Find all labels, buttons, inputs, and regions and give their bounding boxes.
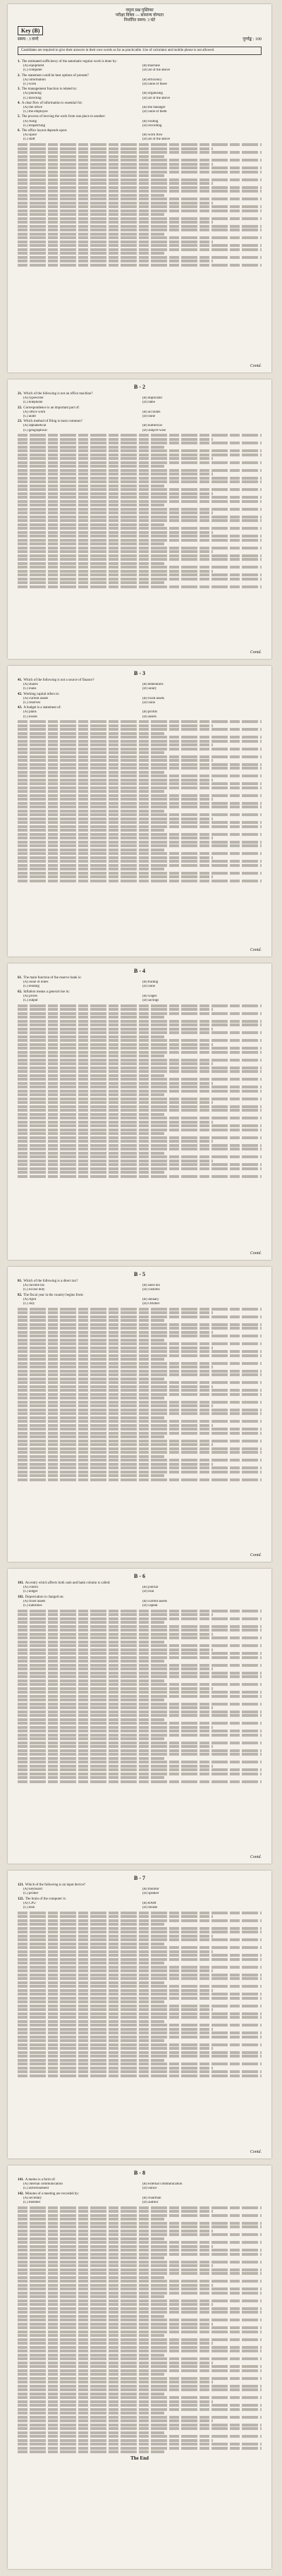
question-item xyxy=(18,1897,262,1911)
question-item xyxy=(18,679,262,692)
question-number: 23. xyxy=(18,420,23,424)
continued-label: Contd. xyxy=(250,650,262,655)
question-number: 101. xyxy=(18,1581,24,1585)
option: (C) geographical xyxy=(23,428,47,432)
question-text: The main function of the reserve bank is: xyxy=(23,976,82,980)
option: (C) loans xyxy=(23,687,37,691)
question-text: The fiscal year in the country begins from: xyxy=(23,1293,84,1297)
page-label: B - 8 xyxy=(134,2170,145,2176)
question-item xyxy=(18,1294,262,1307)
question-item xyxy=(18,693,262,706)
page-label: B - 5 xyxy=(134,1271,145,1277)
exam-header xyxy=(8,4,271,23)
question-item xyxy=(18,1596,262,1609)
question-item xyxy=(18,74,262,87)
option: (C) directing xyxy=(23,96,42,100)
question-number: 6. xyxy=(18,129,20,133)
option: (D) auditor xyxy=(142,2201,159,2205)
question-text: Which of the following is a direct tax? xyxy=(23,1280,78,1283)
option: (B) the manager xyxy=(142,106,166,110)
option: (A) income tax xyxy=(23,1284,45,1288)
question-block xyxy=(8,676,271,885)
option: (C) lending xyxy=(23,985,39,989)
option: (B) current assets xyxy=(142,1599,167,1603)
option: (D) none of them xyxy=(142,110,167,114)
page-label: B - 7 xyxy=(134,1875,145,1881)
question-block xyxy=(8,2176,271,2462)
option: (C) ledger xyxy=(23,1590,38,1594)
exam-page-4 xyxy=(8,964,271,1260)
question-text: The statement could be best options of present? xyxy=(21,73,89,78)
option: (D) savings xyxy=(142,999,159,1003)
question-number: 42. xyxy=(18,692,23,696)
option: (C) computer xyxy=(23,68,42,73)
question-item xyxy=(18,87,262,101)
question-number: 5. xyxy=(18,115,20,119)
option: (C) the employee xyxy=(23,110,48,114)
question-text: Correspondence is an important part of: xyxy=(23,406,80,410)
question-number: 81. xyxy=(18,1280,23,1283)
question-number: 62. xyxy=(18,990,23,994)
exam-page-2 xyxy=(8,379,271,659)
option: (B) journal xyxy=(142,1586,159,1590)
question-item xyxy=(18,976,262,990)
option: (B) numerical xyxy=(142,424,162,428)
question-block xyxy=(8,390,271,591)
question-block xyxy=(8,1881,271,2080)
option: (D) capital xyxy=(142,1604,158,1608)
option: (B) sales tax xyxy=(142,1284,160,1288)
text-lines xyxy=(18,720,262,882)
option: (A) the office xyxy=(23,106,43,110)
continued-label: Contd. xyxy=(250,1553,262,1557)
text-lines xyxy=(18,434,262,588)
option: (D) none xyxy=(142,415,155,419)
option: (A) keyboard xyxy=(23,1888,42,1892)
question-number: 82. xyxy=(18,1293,23,1297)
option: (B) efficiency xyxy=(142,78,162,82)
question-item xyxy=(18,2178,262,2192)
option: (B) routing xyxy=(142,119,159,123)
option: (D) subject-wise xyxy=(142,428,166,432)
exam-page-5 xyxy=(8,1267,271,1562)
option: (A) issue of notes xyxy=(23,980,49,985)
option: (A) space xyxy=(23,133,37,138)
option: (C) telephone xyxy=(23,401,43,405)
option: (D) notice xyxy=(142,2187,157,2191)
question-text: Which of the following is not a source of finance? xyxy=(23,679,94,682)
question-text: Which of the following is an input device? xyxy=(25,1883,86,1887)
option: (C) member xyxy=(23,2201,41,2205)
header-line: निर्धारित समय: 3 घंटे xyxy=(123,18,156,23)
question-number: 21. xyxy=(18,392,23,396)
continued-label: Contd. xyxy=(250,948,262,952)
exam-page-1 xyxy=(8,4,271,372)
option: (B) trading xyxy=(142,980,159,985)
question-item xyxy=(18,129,262,142)
option: (A) current assets xyxy=(23,696,49,700)
option: (A) plans xyxy=(23,710,37,715)
option: (D) salary xyxy=(142,687,157,691)
page-label: B - 3 xyxy=(134,670,145,676)
question-block xyxy=(8,1277,271,1484)
continued-label: Contd. xyxy=(250,2150,262,2154)
question-number: 22. xyxy=(18,406,23,410)
option: (B) profits xyxy=(142,710,157,715)
option: (C) advertisement xyxy=(23,2187,49,2191)
option: (D) none of these xyxy=(142,83,167,87)
question-item xyxy=(18,115,262,128)
header-line: नमूना प्रश्न पुस्तिका xyxy=(125,8,154,13)
option: (A) prices xyxy=(23,994,38,998)
question-number: 142. xyxy=(18,2192,24,2196)
question-item xyxy=(18,420,262,433)
option: (B) external communication xyxy=(142,2182,183,2187)
question-number: 43. xyxy=(18,706,23,710)
question-text: An entry which affects both cash and bank column is called: xyxy=(25,1581,111,1585)
option: (B) work flow xyxy=(142,133,163,138)
question-text: Minutes of a meeting are recorded by: xyxy=(25,2192,80,2196)
question-number: 121. xyxy=(18,1883,24,1887)
question-number: 2. xyxy=(18,73,20,78)
question-item xyxy=(18,1581,262,1595)
text-lines xyxy=(18,1610,262,1783)
option: (C) excise duty xyxy=(23,1288,45,1292)
question-item xyxy=(18,60,262,73)
set-label: Key (B) xyxy=(18,26,43,35)
question-text: The office layout depends upon: xyxy=(21,129,68,133)
question-text: A memo is a form of: xyxy=(25,2178,56,2182)
option: (C) work xyxy=(23,83,37,87)
option: (C) July xyxy=(23,1302,35,1306)
option: (C) liabilities xyxy=(23,1604,42,1608)
option: (A) alphabetical xyxy=(23,424,47,428)
exam-page-7 xyxy=(8,1871,271,2158)
option: (B) duplicator xyxy=(142,396,163,401)
option: (C) reserves xyxy=(23,701,41,705)
option: (C) audit xyxy=(23,415,36,419)
text-lines xyxy=(18,143,262,267)
option: (D) all of the above xyxy=(142,68,171,73)
option: (A) contra xyxy=(23,1586,38,1590)
option: (D) trial xyxy=(142,1590,154,1594)
option: (B) wages xyxy=(142,994,157,998)
option: (B) debentures xyxy=(142,683,164,687)
option: (A) fixed assets xyxy=(23,1599,46,1603)
question-text: A clear flow of information is essential for: xyxy=(21,101,83,105)
page-label: B - 2 xyxy=(134,384,145,390)
option: (B) chairman xyxy=(142,2196,161,2200)
option: (B) January xyxy=(142,1297,159,1301)
question-item xyxy=(18,392,262,406)
option: (D) all of the above xyxy=(142,138,171,142)
time-label: समय : 3 घण्टे xyxy=(18,37,39,42)
question-text: A budget is a statement of: xyxy=(23,706,61,710)
option: (D) all of the above xyxy=(142,96,171,100)
question-item xyxy=(18,102,262,115)
option: (B) organising xyxy=(142,92,163,96)
end-label: The End xyxy=(130,2455,149,2462)
question-number: 102. xyxy=(18,1595,24,1599)
option: (C) staff xyxy=(23,138,35,142)
question-number: 1. xyxy=(18,60,20,63)
header-line: परीक्षा विषय — सामान्य योग्यता xyxy=(115,13,164,18)
exam-meta xyxy=(8,36,271,44)
option: (A) shares xyxy=(23,683,38,687)
option: (D) customs xyxy=(142,1288,160,1292)
option: (A) April xyxy=(23,1297,37,1301)
option: (A) typewriter xyxy=(23,396,44,401)
question-text: The process of moving the work from one place to another: xyxy=(21,115,106,119)
option: (A) CPU xyxy=(23,1901,36,1905)
option: (A) office work xyxy=(23,410,46,414)
option: (B) fixed assets xyxy=(142,696,165,700)
continued-label: Contd. xyxy=(250,1251,262,1256)
question-number: 41. xyxy=(18,679,23,682)
option: (A) planning xyxy=(23,92,42,96)
question-block xyxy=(8,974,271,1181)
text-lines xyxy=(18,2206,262,2454)
question-block xyxy=(8,1579,271,1786)
question-block xyxy=(8,58,271,269)
option: (D) none xyxy=(142,985,155,989)
question-item xyxy=(18,706,262,719)
page-label: B - 6 xyxy=(134,1573,145,1579)
option: (D) none xyxy=(142,701,155,705)
question-number: 61. xyxy=(18,976,23,980)
exam-page-3 xyxy=(8,666,271,956)
option: (D) table xyxy=(142,401,155,405)
option: (A) internal communication xyxy=(23,2182,63,2187)
option: (B) machine xyxy=(142,64,160,68)
option: (B) monitor xyxy=(142,1888,159,1892)
option: (D) assets xyxy=(142,715,157,719)
question-item xyxy=(18,1280,262,1293)
question-number: 4. xyxy=(18,101,20,105)
text-lines xyxy=(18,1912,262,2077)
option: (D) recording xyxy=(142,123,162,128)
option: (C) losses xyxy=(23,715,37,719)
question-item xyxy=(18,1883,262,1897)
exam-page-6 xyxy=(8,1569,271,1864)
question-number: 122. xyxy=(18,1897,24,1901)
option: (A) filing xyxy=(23,119,37,123)
question-text: Inflation means a general rise in: xyxy=(23,990,70,994)
option: (C) disk xyxy=(23,1906,35,1910)
text-lines xyxy=(18,1004,262,1178)
question-item xyxy=(18,406,262,420)
question-number: 3. xyxy=(18,87,20,92)
option: (D) speaker xyxy=(142,1892,159,1896)
question-text: The estimated sufficiency of the automatic regular work is done by: xyxy=(21,60,118,63)
option: (D) mouse xyxy=(142,1906,158,1910)
question-text: Which of the following is not an office machine? xyxy=(23,392,93,396)
question-text: The brain of the computer is: xyxy=(25,1897,66,1901)
option: (A) equipment xyxy=(23,64,44,68)
exam-page-8 xyxy=(8,2165,271,2569)
question-number: 141. xyxy=(18,2178,24,2182)
option: (B) accounts xyxy=(142,410,161,414)
question-text: Depreciation is charged on: xyxy=(25,1595,64,1599)
option: (B) RAM xyxy=(142,1901,157,1905)
question-text: The management function is related to: xyxy=(21,87,78,92)
option: (C) output xyxy=(23,999,38,1003)
question-item xyxy=(18,990,262,1004)
question-item xyxy=(18,2192,262,2206)
option: (A) secretary xyxy=(23,2196,42,2200)
option: (C) printer xyxy=(23,1892,39,1896)
text-lines xyxy=(18,1308,262,1481)
continued-label: Contd. xyxy=(250,364,262,368)
page-label: B - 4 xyxy=(134,968,145,974)
option: (C) dispatching xyxy=(23,123,45,128)
question-text: Which method of filing is most common? xyxy=(23,420,82,424)
instructions-box: Candidates are required to give their answers in their own words as far as practicable. Use of calculator and mobile phone is not allowed. xyxy=(18,47,262,55)
question-text: Working capital refers to: xyxy=(23,692,60,696)
continued-label: Contd. xyxy=(250,1855,262,1859)
option: (D) October xyxy=(142,1302,160,1306)
full-marks-label: पूर्णाङ्क : 100 xyxy=(243,37,262,42)
option: (A) information xyxy=(23,78,46,82)
